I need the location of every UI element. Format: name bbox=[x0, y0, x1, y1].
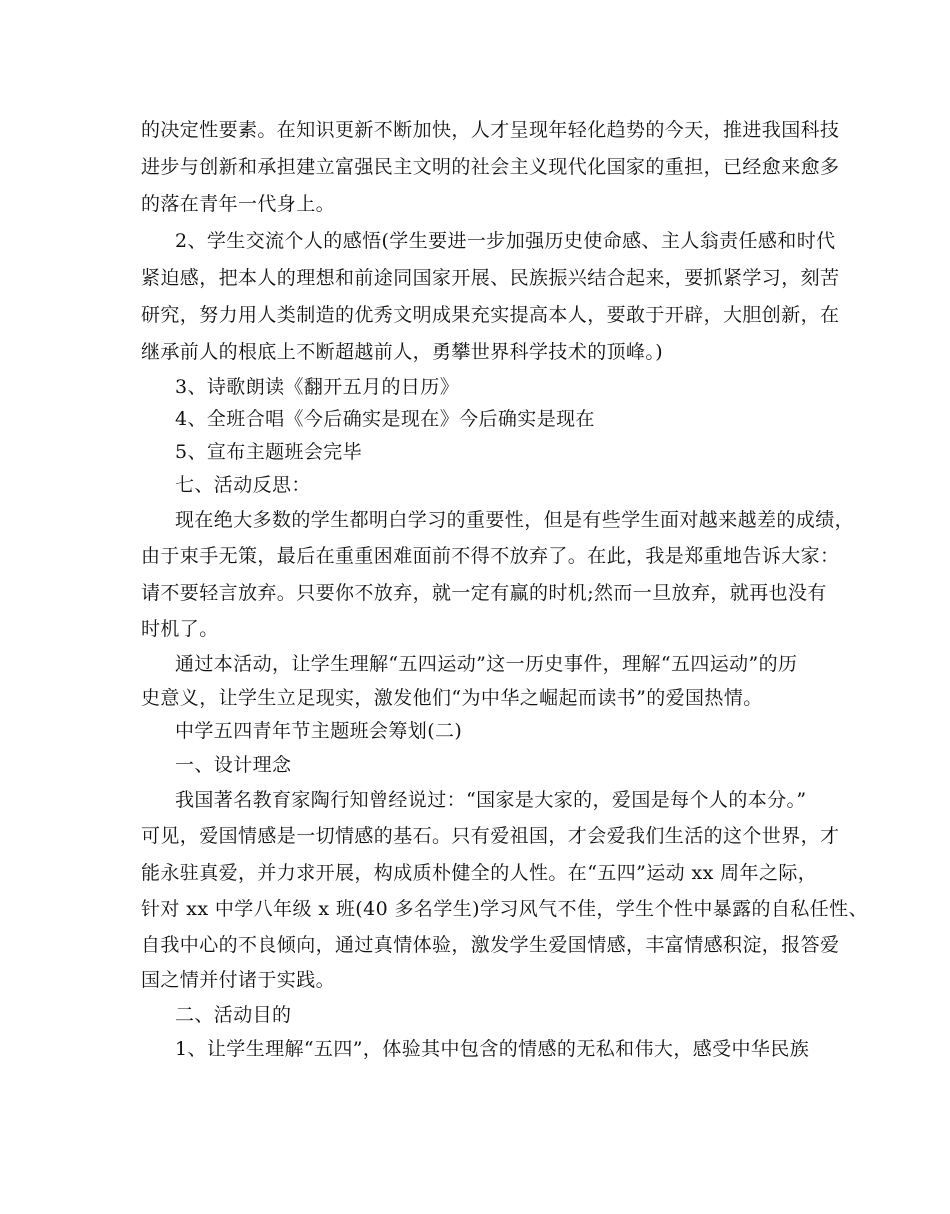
text-line: 史意义，让学生立足现实，激发他们“为中华之崛起而读书”的爱国热情。 bbox=[141, 687, 763, 709]
text-line: 国之情并付诸于实践。 bbox=[141, 969, 336, 991]
text-line: 的落在青年一代身上。 bbox=[141, 193, 336, 215]
text-line: 我国著名教育家陶行知曾经说过：“国家是大家的，爱国是每个人的本分。” bbox=[175, 789, 807, 811]
text-line: 进步与创新和承担建立富强民主文明的社会主义现代化国家的重担，已经愈来愈多 bbox=[141, 156, 840, 178]
text-line: 自我中心的不良倾向，通过真情体验，激发学生爱国情感，丰富情感积淀，报答爱 bbox=[141, 934, 840, 956]
text-line: 2、学生交流个人的感悟(学生要进一步加强历史使命感、主人翁责任感和时代 bbox=[175, 230, 836, 252]
text-line: 七、活动反思： bbox=[175, 474, 311, 496]
text-line: 请不要轻言放弃。只要你不放弃，就一定有赢的时机;然而一旦放弃，就再也没有 bbox=[141, 582, 827, 604]
text-line: 时机了。 bbox=[141, 618, 219, 640]
text-line: 继承前人的根底上不断超越前人，勇攀世界科学技术的顶峰。) bbox=[141, 341, 664, 363]
text-line: 4、全班合唱《今后确实是现在》今后确实是现在 bbox=[175, 408, 595, 430]
text-line: 的决定性要素。在知识更新不断加快，人才呈现年轻化趋势的今天，推进我国科技 bbox=[141, 119, 840, 141]
text-line: 可见，爱国情感是一切情感的基石。只有爱祖国，才会爱我们生活的这个世界，才 bbox=[141, 825, 840, 847]
text-line: 研究，努力用人类制造的优秀文明成果充实提高本人，要敢于开辟，大胆创新，在 bbox=[141, 304, 840, 326]
text-line: 针对 xx 中学八年级 x 班(40 多名学生)学习风气不佳，学生个性中暴露的自私任性、 bbox=[141, 898, 868, 920]
text-line: 3、诗歌朗读《翻开五月的日历》 bbox=[175, 376, 460, 398]
text-line: 一、设计理念 bbox=[175, 754, 292, 776]
text-line: 5、宣布主题班会完毕 bbox=[175, 441, 363, 463]
text-line: 通过本活动，让学生理解“五四运动”这一历史事件，理解“五四运动”的历 bbox=[175, 653, 798, 675]
text-line: 由于束手无策，最后在重重困难面前不得不放弃了。在此，我是郑重地告诉大家： bbox=[141, 545, 840, 567]
text-line: 现在绝大多数的学生都明白学习的重要性，但是有些学生面对越来越差的成绩， bbox=[175, 509, 855, 531]
text-line: 紧迫感，把本人的理想和前途同国家开展、民族振兴结合起来，要抓紧学习，刻苦 bbox=[141, 267, 840, 289]
text-line: 能永驻真爱，并力求开展，构成质朴健全的人性。在“五四”运动 xx 周年之际， bbox=[141, 862, 818, 884]
text-line: 1、让学生理解“五四”，体验其中包含的情感的无私和伟大，感受中华民族 bbox=[175, 1038, 810, 1060]
text-line: 中学五四青年节主题班会筹划(二) bbox=[175, 720, 463, 742]
text-line: 二、活动目的 bbox=[175, 1004, 292, 1026]
